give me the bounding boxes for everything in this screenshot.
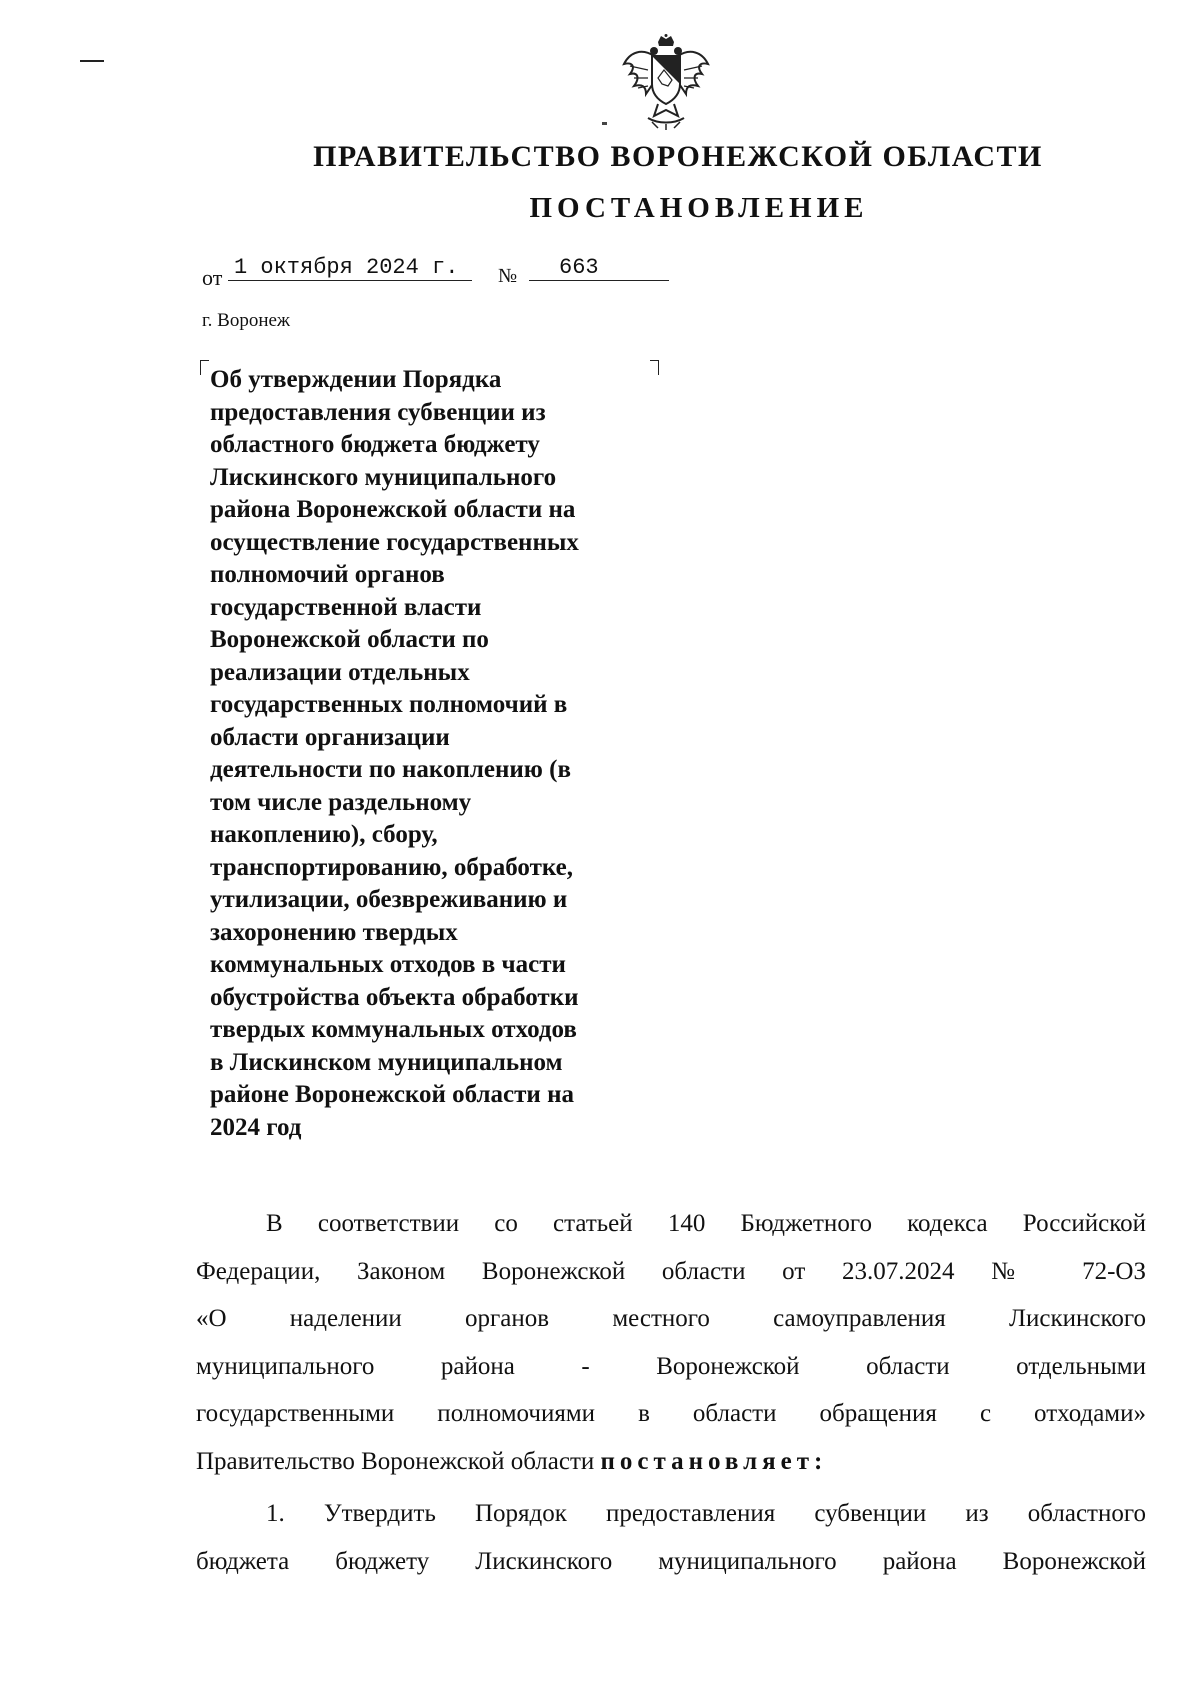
document-date: 1 октября 2024 г.: [228, 255, 472, 281]
subject-line: государственной власти: [210, 593, 482, 621]
date-prefix: от: [202, 265, 223, 290]
subject-line: полномочий органов: [210, 561, 445, 588]
subject-line: том числе раздельному: [210, 788, 472, 816]
preamble-line: «О наделении органов местного самоуправления Лискинского: [196, 1305, 1146, 1332]
subject-line: предоставления субвенции из: [210, 398, 546, 426]
subject-line: области организации: [210, 723, 450, 751]
scan-speck: [602, 122, 607, 125]
document-number: 663: [529, 255, 669, 281]
number-prefix: №: [498, 265, 518, 287]
subject-line: государственных полномочий в: [210, 691, 568, 718]
subject-line: твердых коммунальных отходов: [210, 1016, 577, 1043]
subject-bracket-right: [650, 360, 659, 375]
preamble-line: муниципального района - Воронежской области отдельными: [196, 1352, 1146, 1380]
clause-line: бюджета бюджету Лискинского муниципального района Воронежской: [196, 1547, 1146, 1575]
clause-1: [196, 1490, 1146, 1585]
voronezh-coat-of-arms-icon: [618, 34, 714, 130]
subject-line: накоплению), сбору,: [210, 821, 438, 848]
subject-line: осуществление государственных: [210, 528, 579, 556]
subject-line: в Лискинском муниципальном: [210, 1048, 563, 1076]
subject-bracket-left: [200, 360, 209, 375]
subject-line: Воронежской области по: [210, 626, 489, 653]
subject-line: захоронению твердых: [210, 918, 458, 946]
subject-line: утилизации, обезвреживанию и: [210, 886, 568, 913]
city: г. Воронеж: [202, 310, 291, 331]
scan-corner-mark: [80, 60, 104, 62]
preamble-line: В соответствии со статьей 140 Бюджетного кодекса Российской: [266, 1210, 1146, 1237]
government-subject: Правительство Воронежской области: [196, 1447, 595, 1475]
preamble-final-line: [196, 1438, 1146, 1486]
document-subject: [210, 364, 650, 1144]
preamble-paragraph: [196, 1200, 1146, 1485]
preamble-line: Федерации, Законом Воронежской области от 23.07.2024 № 72-ОЗ: [196, 1257, 1146, 1285]
subject-line: района Воронежской области на: [210, 496, 576, 523]
preamble-line: государственными полномочиями в области обращения с отходами»: [196, 1400, 1146, 1427]
decree-word: постановляет:: [600, 1447, 828, 1475]
subject-line: реализации отдельных: [210, 658, 470, 686]
document-type: ПОСТАНОВЛЕНИЕ: [529, 192, 869, 224]
subject-line: обустройства объекта обработки: [210, 983, 579, 1011]
subject-line: Об утверждении Порядка: [210, 366, 502, 393]
subject-line: районе Воронежской области на: [210, 1081, 574, 1108]
subject-line: 2024 год: [210, 1113, 302, 1141]
subject-line: коммунальных отходов в части: [210, 951, 566, 978]
government-title: ПРАВИТЕЛЬСТВО ВОРОНЕЖСКОЙ ОБЛАСТИ: [313, 140, 1043, 173]
clause-line: 1. Утвердить Порядок предоставления субвенции из областного: [266, 1500, 1146, 1527]
subject-line: деятельности по накоплению (в: [210, 756, 571, 783]
subject-line: транспортированию, обработке,: [210, 853, 574, 881]
subject-line: областного бюджета бюджету: [210, 431, 540, 458]
subject-line: Лискинского муниципального: [210, 463, 557, 491]
